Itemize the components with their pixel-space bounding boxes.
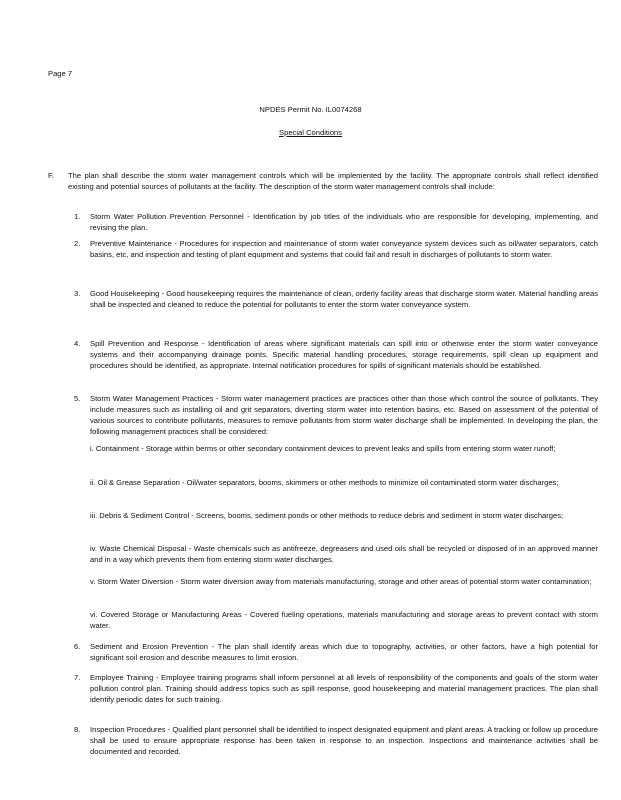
intro-paragraph: The plan shall describe the storm water management controls which will be implemented by the facility. The appropriate controls shall reflect identified existing and potential sources of pollutants at the facility. The description of the storm water management controls shall include: [68, 171, 598, 191]
list-item: Storm Water Management Practices - Storm water management practices are practices other than those which control the source of pollutants. They include measures such as installing oil and grit separators, diverting storm water into retention basins, etc. Based on assessment of the potential of various sources to contribute pollutants, measures to remove pollutants from storm water discharge shall be implemented. In developing the plan, the following management practices shall be considered: [90, 394, 598, 436]
item-label: 3. [74, 289, 81, 298]
item-label: 7. [74, 673, 81, 682]
sub-item: i. Containment - Storage within berms or other secondary containment devices to prevent leaks and spills from entering storm water runoff; [90, 444, 556, 453]
sub-item: ii. Oil & Grease Separation - Oil/water separators, booms, skimmers or other methods to minimize oil contaminated storm water discharges; [90, 478, 559, 487]
item-label: 6. [74, 642, 81, 651]
list-item: Inspection Procedures - Qualified plant personnel shall be identified to inspect designated equipment and plant areas. A tracking or follow up procedure shall be used to ensure appropriate response has been taken in response to an inspection. Inspections and maintenance activities shall be documented and recorded. [90, 725, 598, 756]
sub-item: v. Storm Water Diversion - Storm water diversion away from materials manufacturing, storage and other areas of potential storm water contamination; [90, 577, 592, 586]
list-item: Sediment and Erosion Prevention - The plan shall identify areas which due to topography, activities, or other factors, have a high potential for significant soil erosion and describe measures to limit erosion. [90, 642, 598, 662]
sub-item: vi. Covered Storage or Manufacturing Areas - Covered fueling operations, materials manufacturing and storage areas to prevent contact with storm water. [90, 610, 598, 630]
intro-label: F. [48, 171, 54, 180]
permit-title: NPDES Permit No. IL0074268 [259, 105, 362, 114]
section-title: Special Conditions [279, 128, 342, 137]
item-label: 8. [74, 725, 81, 734]
item-label: 2. [74, 239, 81, 248]
item-label: 1. [74, 212, 81, 221]
list-item: Storm Water Pollution Prevention Personnel - Identification by job titles of the individuals who are responsible for developing, implementing, and revising the plan. [90, 212, 598, 232]
item-label: 4. [74, 339, 81, 348]
list-item: Employee Training - Employee training programs shall inform personnel at all levels of responsibility of the components and goals of the storm water pollution control plan. Training should address topics such as spill response, good housekeeping and material management practices. The plan shall identify periodic dates for such training. [90, 673, 598, 704]
list-item: Good Housekeeping - Good housekeeping requires the maintenance of clean, orderly facility areas that discharge storm water. Material handling areas shall be inspected and cleaned to reduce the potential for pollutants to enter the storm water conveyance system. [90, 289, 598, 309]
sub-item: iv. Waste Chemical Disposal - Waste chemicals such as antifreeze, degreasers and used oils shall be recycled or disposed of in an approved manner and in a way which prevents them from entering storm water discharges. [90, 544, 598, 564]
list-item: Preventive Maintenance - Procedures for inspection and maintenance of storm water conveyance system devices such as oil/water separators, catch basins, etc, and inspection and testing of plant equipment and systems that could fail and result in discharges of pollutants to storm water. [90, 239, 598, 259]
page-number: Page 7 [48, 69, 73, 78]
sub-item: iii. Debris & Sediment Control - Screens, booms, sediment ponds or other methods to reduce debris and sediment in storm water discharges; [90, 511, 564, 520]
item-label: 5. [74, 394, 81, 403]
list-item: Spill Prevention and Response - Identification of areas where significant materials can spill into or otherwise enter the storm water conveyance systems and their accompanying drainage points. Specific material handling procedures, storage requirements, spill clean up equipment and procedures should be identified, as appropriate. Internal notification procedures for spills of significant materials should be established. [90, 339, 598, 370]
